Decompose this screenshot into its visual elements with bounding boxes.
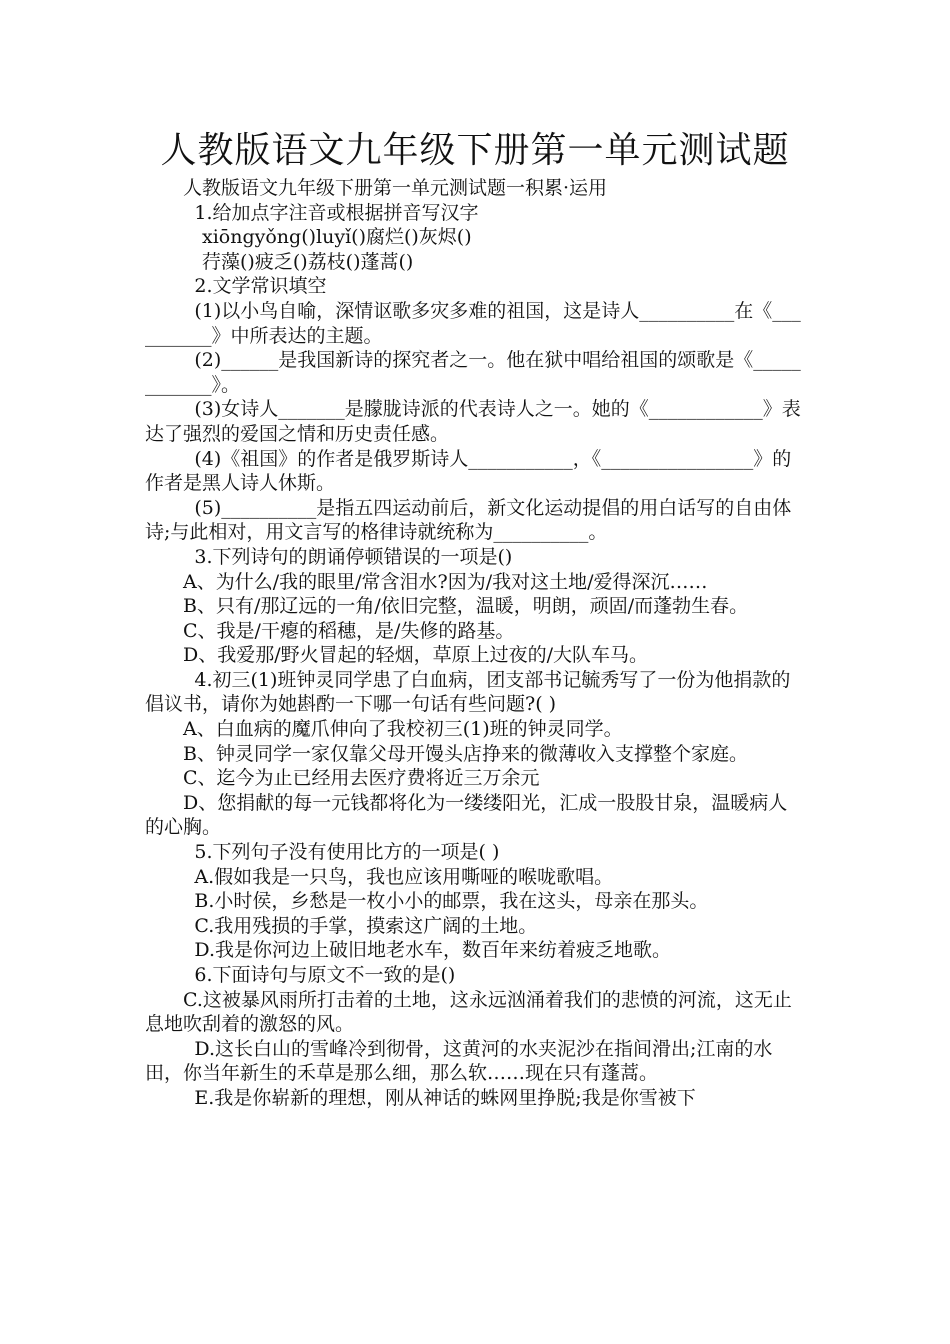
question-1: 1.给加点字注音或根据拼音写汉字 — [194, 201, 479, 224]
question-4: 4.初三(1)班钟灵同学患了白血病，团支部书记毓秀写了一份为他捐款的倡议书，请你为她斟酌一下哪一句话有些问题?( ) — [145, 668, 791, 716]
question-3-option-c: C、我是/干瘪的稻穗，是/失修的路基。 — [183, 619, 515, 642]
question-3-option-d: D、我爱那/野火冒起的轻烟，草原上过夜的/大队车马。 — [183, 644, 649, 667]
question-5-option-d: D.我是你河边上破旧地老水车，数百年来纺着疲乏地歌。 — [194, 939, 671, 962]
question-2-item-3: (3)女诗人_______是朦胧诗派的代表诗人之一。她的《____________》表达了强烈的爱国之情和历史责任感。 — [145, 398, 801, 445]
document-body — [145, 176, 805, 1111]
question-5-option-c: C.我用残损的手掌，摸索这广阔的土地。 — [194, 914, 538, 937]
question-2-item-5: (5)__________是指五四运动前后，新文化运动提倡的用白话写的自由体诗;与此相对，用文言写的格律诗就统称为__________。 — [145, 496, 792, 544]
question-2-item-2: (2)______是我国新诗的探究者之一。他在狱中唱给祖国的颂歌是《____________》。 — [145, 349, 801, 396]
question-4-option-d: D、您捐献的每一元钱都将化为一缕缕阳光，汇成一股股甘泉，温暖病人的心胸。 — [145, 791, 788, 839]
question-5-option-a: A.假如我是一只鸟，我也应该用嘶哑的喉咙歌唱。 — [194, 865, 614, 888]
question-4-option-c: C、迄今为止已经用去医疗费将近三万余元 — [183, 767, 540, 790]
question-6-option-e: E.我是你崭新的理想，刚从神话的蛛网里挣脱;我是你雪被下 — [194, 1086, 696, 1109]
question-3-option-a: A、为什么/我的眼里/常含泪水?因为/我对这土地/爱得深沉…… — [183, 570, 708, 593]
question-6: 6.下面诗句与原文不一致的是() — [194, 964, 456, 986]
question-2-item-4: (4)《祖国》的作者是俄罗斯诗人___________，《________________》的作者是黑人诗人休斯。 — [145, 447, 792, 495]
question-5: 5.下列句子没有使用比方的一项是( ) — [194, 841, 500, 864]
question-4-option-a: A、白血病的魔爪伸向了我校初三(1)班的钟灵同学。 — [183, 718, 623, 741]
question-3: 3.下列诗句的朗诵停顿错误的一项是() — [194, 545, 513, 568]
question-5-option-b: B.小时侯，乡愁是一枚小小的邮票，我在这头，母亲在那头。 — [194, 890, 709, 913]
subtitle-line: 人教版语文九年级下册第一单元测试题一积累·运用 — [183, 177, 608, 199]
characters-line: 荇藻()疲乏()荔枝()蓬蒿() — [202, 250, 414, 273]
document-title: 人教版语文九年级下册第一单元测试题 — [160, 130, 790, 171]
question-3-option-b: B、只有/那辽远的一角/依旧完整，温暖，明朗，顽固/而蓬勃生春。 — [183, 595, 749, 618]
question-6-option-d: D.这长白山的雪峰冷到彻骨，这黄河的水夹泥沙在指间滑出;江南的水田，你当年新生的禾草是那么细，那么软……现在只有蓬蒿。 — [145, 1037, 773, 1085]
question-4-option-b: B、钟灵同学一家仅靠父母开馒头店挣来的微薄收入支撑整个家庭。 — [183, 742, 748, 765]
question-2: 2.文学常识填空 — [194, 275, 327, 298]
question-6-option-c: C.这被暴风雨所打击着的土地，这永远汹涌着我们的悲愤的河流，这无止息地吹刮着的激怒的风。 — [145, 988, 792, 1036]
question-2-item-1: (1)以小鸟自喻，深情讴歌多灾多难的祖国，这是诗人__________在《__________》中所表达的主题。 — [145, 299, 801, 347]
pinyin-line: xiōngyǒng()luyǐ()腐烂()灰烬() — [202, 226, 472, 249]
